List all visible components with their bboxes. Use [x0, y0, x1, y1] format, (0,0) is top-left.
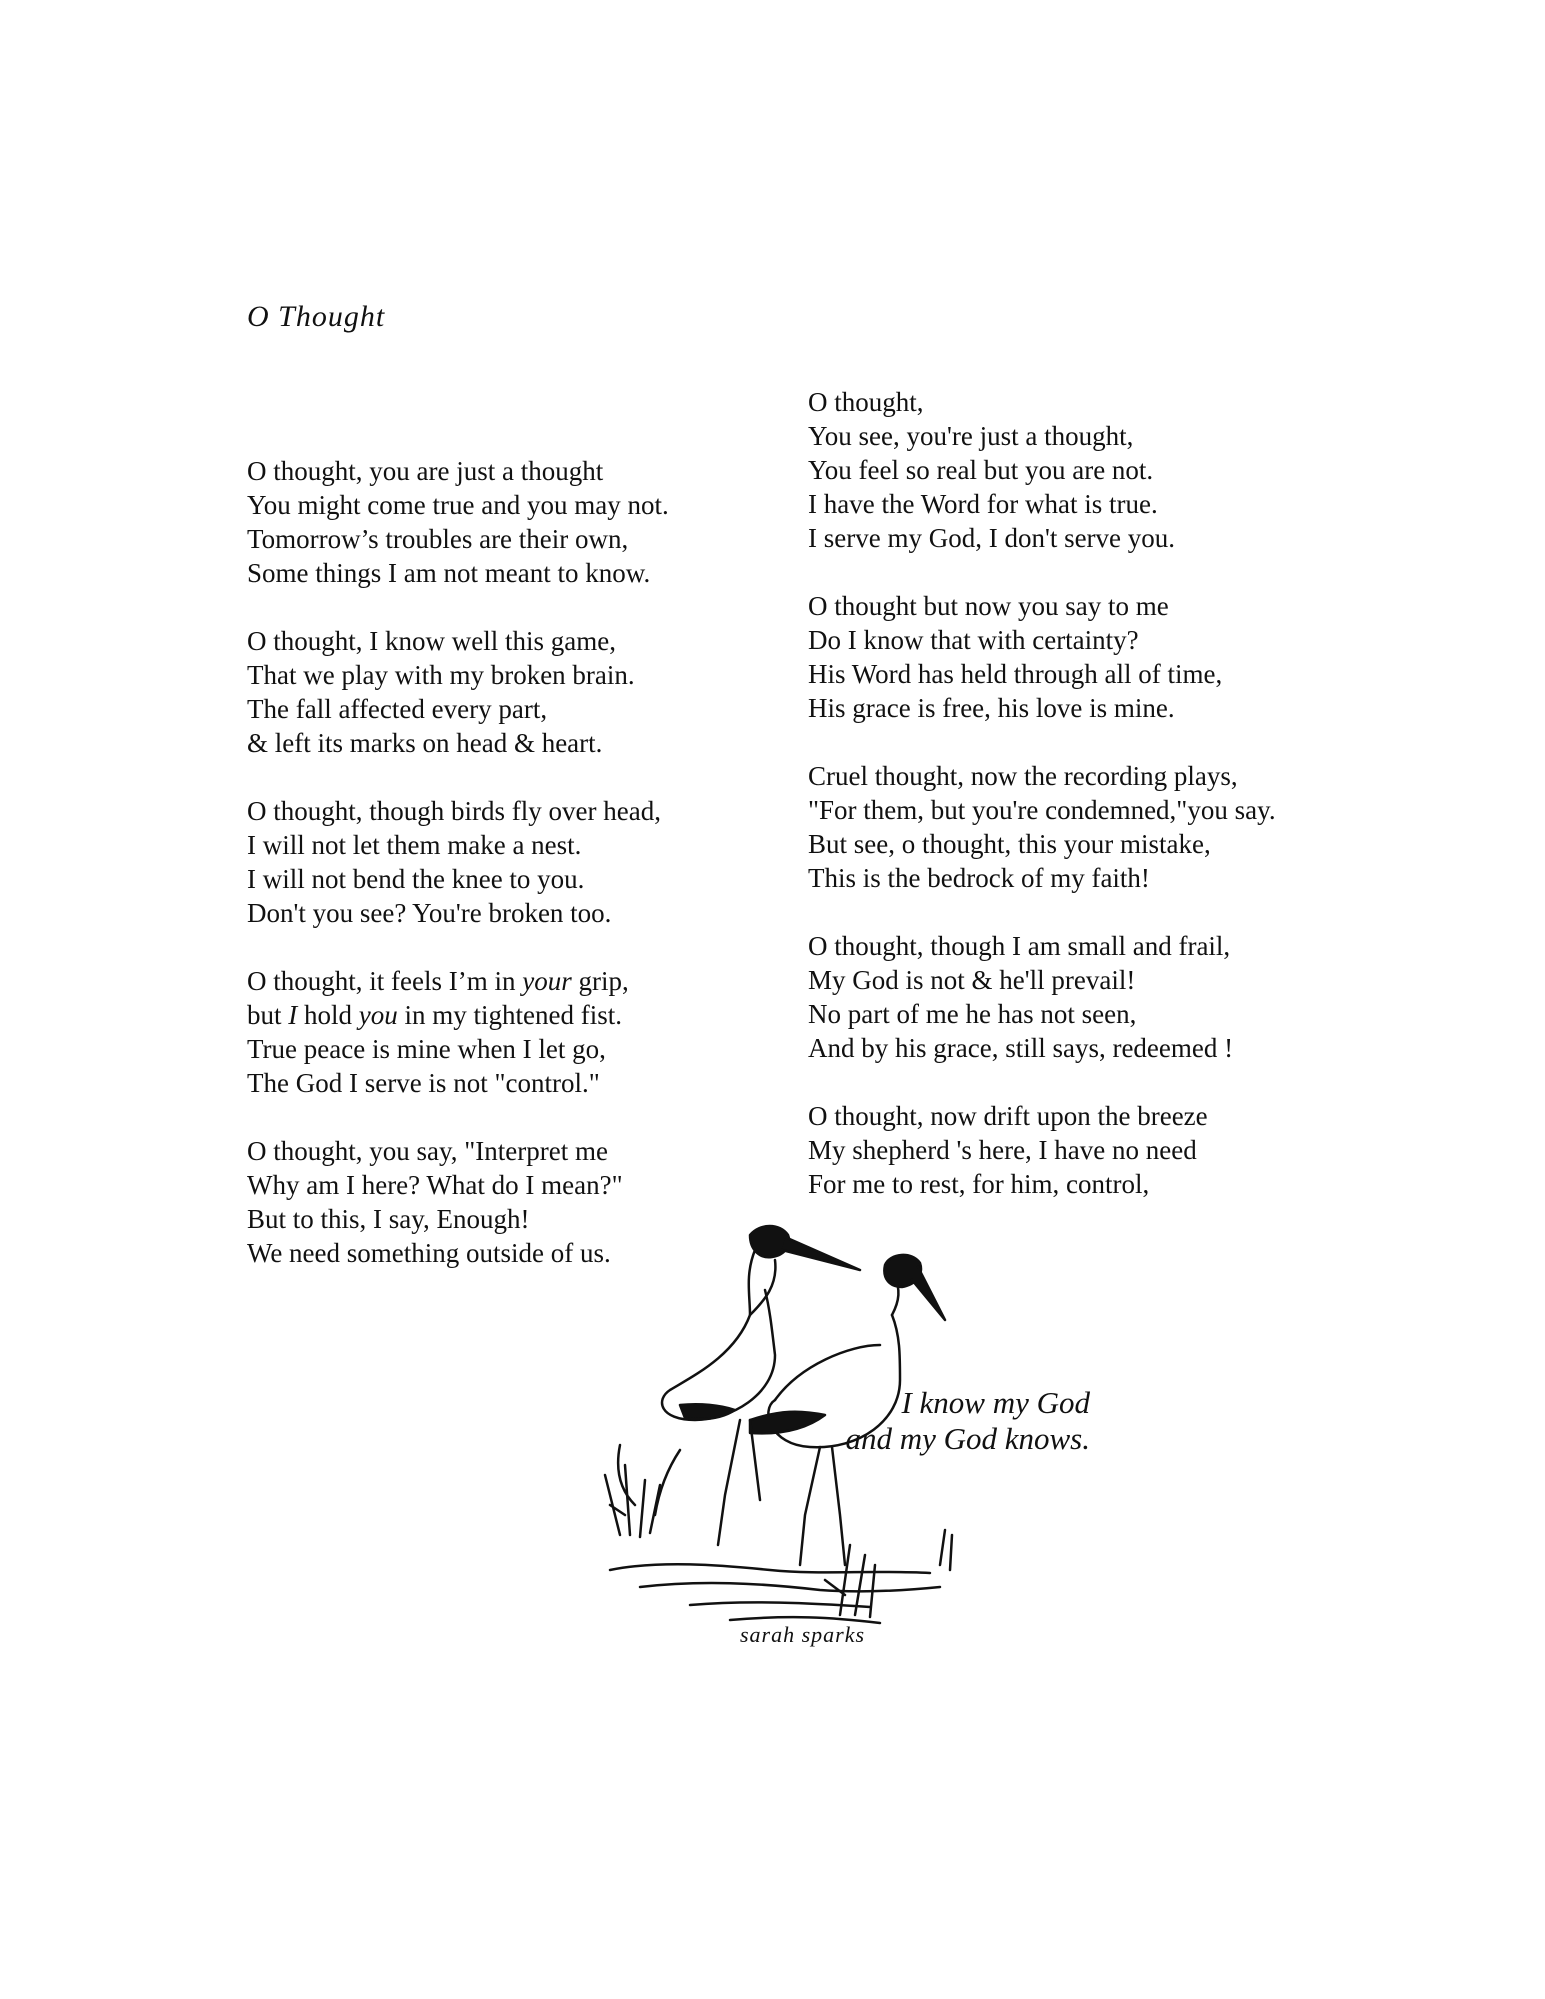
poem-line: I will not bend the knee to you. — [247, 864, 585, 894]
poem-line: Do I know that with certainty? — [808, 625, 1139, 655]
poem-line: Cruel thought, now the recording plays, — [808, 761, 1238, 791]
line-text: grip, — [571, 966, 629, 996]
poem-line: This is the bedrock of my faith! — [808, 863, 1150, 893]
poem-line: O thought, though birds fly over head, — [247, 796, 661, 826]
emphasized-word: I — [288, 1000, 298, 1030]
poem-line: Why am I here? What do I mean?" — [247, 1170, 623, 1200]
stanza — [808, 1099, 1368, 1201]
poem-title: O Thought — [247, 300, 386, 333]
stanza — [808, 589, 1368, 725]
caption-line: and my God knows. — [845, 1421, 1090, 1456]
line-text: hold — [297, 1000, 359, 1030]
poem-line: O thought, I know well this game, — [247, 626, 616, 656]
poem-line: We need something outside of us. — [247, 1238, 611, 1268]
poem-line: O thought, you are just a thought — [247, 456, 604, 486]
stanza — [247, 454, 767, 590]
poem-line: His grace is free, his love is mine. — [808, 693, 1175, 723]
caption-line: I know my God — [901, 1385, 1090, 1420]
stanza — [247, 964, 767, 1100]
poem-right-column — [808, 385, 1368, 1235]
stanza — [247, 624, 767, 760]
poem-line: I have the Word for what is true. — [808, 489, 1158, 519]
emphasized-word: you — [358, 1000, 398, 1030]
poem-line: No part of me he has not seen, — [808, 999, 1137, 1029]
poem-line: O thought but now you say to me — [808, 591, 1169, 621]
poem-line: That we play with my broken brain. — [247, 660, 635, 690]
poem-line: You see, you're just a thought, — [808, 421, 1134, 451]
poem-line: Don't you see? You're broken too. — [247, 898, 612, 928]
poem-line: "For them, but you're condemned,"you say. — [808, 795, 1276, 825]
poem-line — [247, 964, 767, 998]
stanza — [247, 794, 767, 930]
poem-line: The God I serve is not "control." — [247, 1068, 600, 1098]
line-text: O thought, it feels I’m in — [247, 966, 523, 996]
poem-line: My God is not & he'll prevail! — [808, 965, 1136, 995]
poem-line: O thought, you say, "Interpret me — [247, 1136, 608, 1166]
stanza — [808, 929, 1368, 1065]
poem-line: Some things I am not meant to know. — [247, 558, 651, 588]
line-text: in my tightened fist. — [397, 1000, 622, 1030]
poem-line: True peace is mine when I let go, — [247, 1034, 606, 1064]
poem-line: O thought, though I am small and frail, — [808, 931, 1231, 961]
poem-left-column — [247, 454, 767, 1304]
poem-line: O thought, — [808, 387, 924, 417]
poem-line: Tomorrow’s troubles are their own, — [247, 524, 629, 554]
author-signature: sarah sparks — [740, 1622, 866, 1647]
poem-line: His Word has held through all of time, — [808, 659, 1223, 689]
poem-line: My shepherd 's here, I have no need — [808, 1135, 1197, 1165]
poem-line: I serve my God, I don't serve you. — [808, 523, 1176, 553]
poem-line: You feel so real but you are not. — [808, 455, 1154, 485]
poem-line: But to this, I say, Enough! — [247, 1204, 530, 1234]
emphasized-word: your — [522, 966, 572, 996]
poem-line: & left its marks on head & heart. — [247, 728, 603, 758]
stanza — [808, 385, 1368, 555]
poem-line: But see, o thought, this your mistake, — [808, 829, 1211, 859]
poem-line — [247, 998, 767, 1032]
poem-line: I will not let them make a nest. — [247, 830, 582, 860]
stanza — [808, 759, 1368, 895]
poem-line: For me to rest, for him, control, — [808, 1169, 1150, 1199]
line-text: but — [247, 1000, 289, 1030]
poem-line: You might come true and you may not. — [247, 490, 669, 520]
poem-line: And by his grace, still says, redeemed ! — [808, 1033, 1234, 1063]
poem-line: The fall affected every part, — [247, 694, 548, 724]
poem-line: O thought, now drift upon the breeze — [808, 1101, 1208, 1131]
caption — [830, 1385, 1090, 1457]
